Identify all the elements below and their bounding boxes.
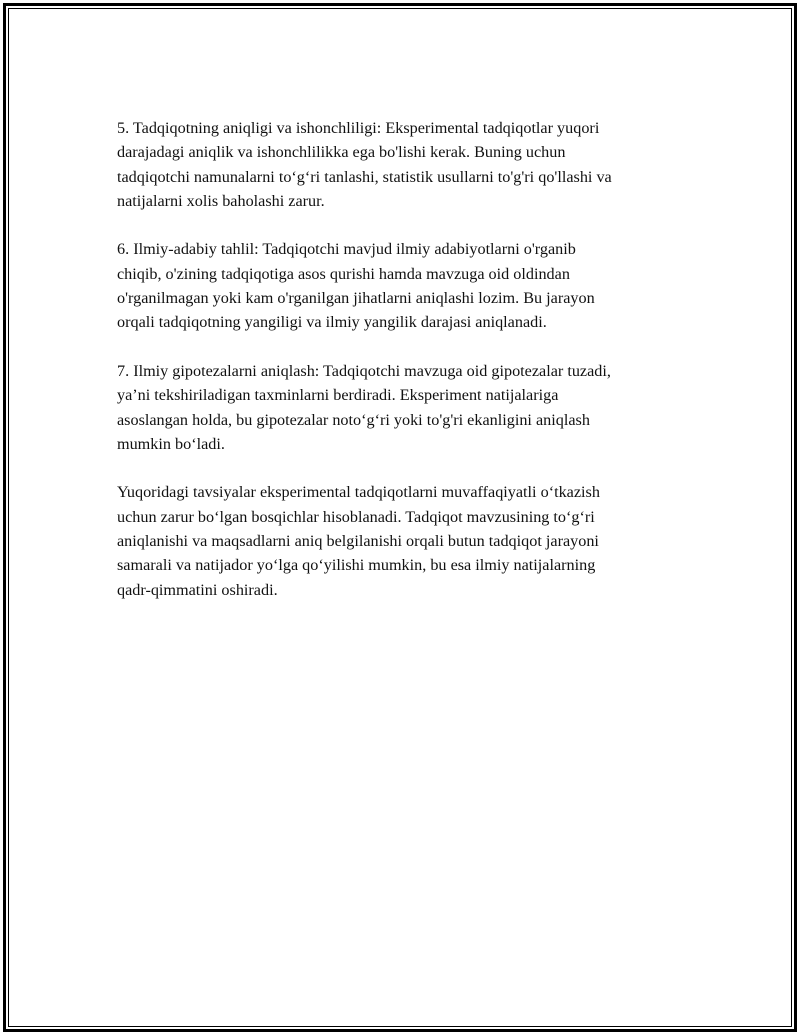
paragraph-accuracy-reliability: 5. Tadqiqotning aniqligi va ishonchliligi: Eksperimental tadqiqotlar yuqori darajadagi aniqlik va ishonchlilikka ega bo'lishi kerak. Buning uchun tadqiqotchi namunalarni to‘g‘ri tanlashi, statistik usullarni to'g'ri qo'llashi va natijalarni xolis baholashi zarur. <box>117 119 612 210</box>
paragraph-literature-review: 6. Ilmiy-adabiy tahlil: Tadqiqotchi mavjud ilmiy adabiyotlarni o'rganib chiqib, o'zining tadqiqotiga asos qurishi hamda mavzuga oid oldindan o'rganilmagan yoki kam o'rganilgan jihatlarni aniqlashi lozim. Bu jarayon orqali tadqiqotning yangiligi va ilmiy yangilik darajasi aniqlanadi. <box>117 240 595 332</box>
document-body <box>117 116 692 626</box>
paragraph-conclusion: Yuqoridagi tavsiyalar eksperimental tadqiqotlarni muvaffaqiyatli o‘tkazish uchun zarur bo‘lgan bosqichlar hisoblanadi. Tadqiqot mavzusining to‘g‘ri aniqlanishi va maqsadlarni aniq belgilanishi orqali butun tadqiqot jarayoni samarali va natijador yo‘lga qo‘yilishi mumkin, bu esa ilmiy natijalarning qadr-qimmatini oshiradi. <box>117 483 600 599</box>
paragraph-hypotheses: 7. Ilmiy gipotezalarni aniqlash: Tadqiqotchi mavzuga oid gipotezalar tuzadi, ya’ni tekshiriladigan taxminlarni berdiradi. Eksperiment natijalariga asoslangan holda, bu gipotezalar noto‘g‘ri yoki to'g'ri ekanligini aniqlash mumkin bo‘ladi. <box>117 361 611 453</box>
